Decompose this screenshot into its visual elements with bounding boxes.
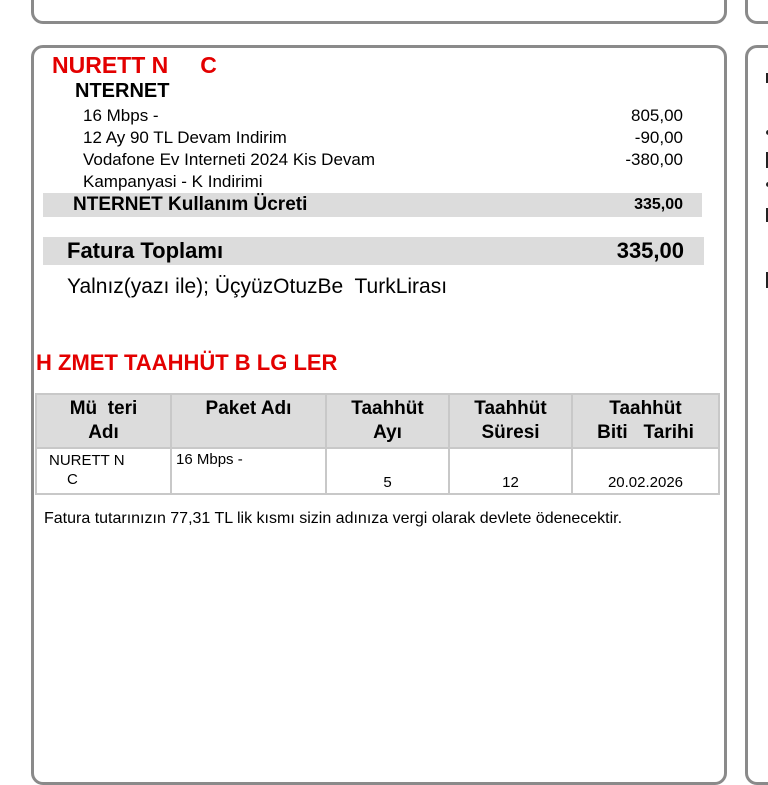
cell-package: 16 Mbps - bbox=[171, 448, 326, 494]
commitment-title: H ZMET TAAHHÜT B LG LER bbox=[36, 350, 338, 375]
section-title: NTERNET bbox=[75, 80, 170, 102]
right-panel bbox=[745, 45, 768, 785]
header-month: Taahhüt Ayı bbox=[326, 394, 449, 448]
line-label: 16 Mbps - bbox=[83, 106, 159, 125]
customer-name: NURETT N C bbox=[52, 52, 217, 78]
line-amount: -90,00 bbox=[634, 128, 683, 147]
top-panel bbox=[31, 0, 727, 24]
top-right-panel bbox=[745, 0, 768, 24]
cell-customer: NURETT N C bbox=[36, 448, 171, 494]
cell-duration: 12 bbox=[449, 448, 572, 494]
line-label: Kampanyasi - K Indirimi bbox=[83, 172, 263, 191]
line-amount: 805,00 bbox=[631, 106, 683, 125]
commitment-table bbox=[35, 393, 720, 495]
line-label: 12 Ay 90 TL Devam Indirim bbox=[83, 128, 287, 147]
header-duration: Taahhüt Süresi bbox=[449, 394, 572, 448]
tax-note: Fatura tutarınızın 77,31 TL lik kısmı sizin adınıza vergi olarak devlete ödenecektir. bbox=[44, 510, 623, 527]
total-in-words: Yalnız(yazı ile); ÜçyüzOtuzBe TurkLirası bbox=[67, 275, 448, 298]
table-header-row bbox=[36, 394, 719, 448]
subtotal-label: NTERNET Kullanım Ücreti bbox=[73, 194, 308, 215]
line-label: Vodafone Ev Interneti 2024 Kis Devam bbox=[83, 150, 376, 169]
header-end-date: Taahhüt Biti Tarihi bbox=[572, 394, 719, 448]
total-amount: 335,00 bbox=[616, 238, 684, 263]
header-package: Paket Adı bbox=[171, 394, 326, 448]
cell-end-date: 20.02.2026 bbox=[572, 448, 719, 494]
line-amount: -380,00 bbox=[625, 150, 683, 169]
subtotal-amount: 335,00 bbox=[634, 196, 683, 213]
total-label: Fatura Toplamı bbox=[67, 238, 224, 263]
cell-month: 5 bbox=[326, 448, 449, 494]
table-row bbox=[36, 448, 719, 494]
header-customer: Mü teri Adı bbox=[36, 394, 171, 448]
